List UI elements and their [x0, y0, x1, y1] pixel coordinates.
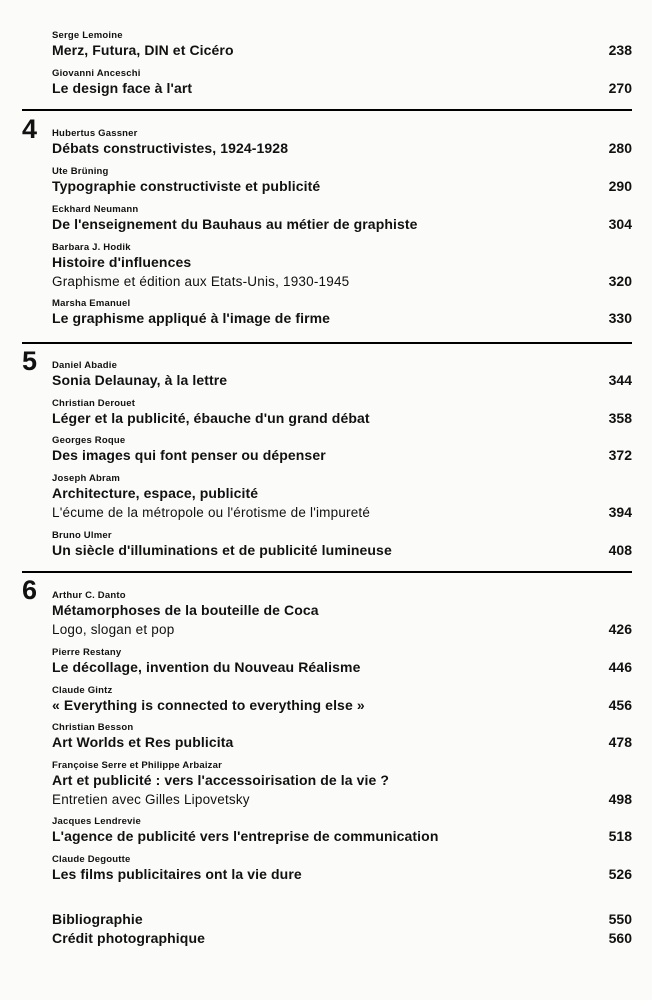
back-matter-title: Bibliographie: [52, 911, 143, 927]
toc-entry: [52, 360, 632, 389]
toc-entry: [52, 590, 632, 638]
entry-page-number: 518: [608, 828, 632, 844]
entry-page-number: 344: [608, 372, 632, 388]
entry-page-number: 456: [608, 697, 632, 713]
entry-page-number: 426: [608, 621, 632, 637]
entry-page-number: 280: [608, 140, 632, 156]
entry-title: De l'enseignement du Bauhaus au métier de graphiste: [52, 216, 418, 232]
toc-entry: [52, 242, 632, 290]
entry-title: Un siècle d'illuminations et de publicité lumineuse: [52, 542, 392, 558]
section-number: 4: [22, 114, 38, 144]
entry-title: Le design face à l'art: [52, 80, 193, 96]
toc-entry: [52, 298, 632, 327]
entry-subtitle: Graphisme et édition aux Etats-Unis, 1930-1945: [52, 274, 350, 289]
toc-entry: [52, 760, 632, 808]
toc-entry: [52, 166, 632, 195]
entry-title: Les films publicitaires ont la vie dure: [52, 866, 302, 882]
entry-author: Arthur C. Danto: [52, 590, 126, 601]
entry-title: Métamorphoses de la bouteille de Coca: [52, 602, 319, 618]
entry-author: Christian Besson: [52, 722, 134, 733]
toc-entry: [52, 530, 632, 559]
entry-page-number: 270: [608, 80, 632, 96]
section-number: 6: [22, 575, 38, 605]
entry-title: L'agence de publicité vers l'entreprise de communication: [52, 828, 439, 844]
entry-page-number: 446: [608, 659, 632, 675]
entry-author: Christian Derouet: [52, 398, 136, 409]
toc-entry: [52, 30, 632, 59]
entry-author: Françoise Serre et Philippe Arbaizar: [52, 760, 222, 771]
entry-author: Jacques Lendrevie: [52, 816, 141, 827]
entry-author: Bruno Ulmer: [52, 530, 112, 541]
entry-author: Claude Gintz: [52, 685, 113, 696]
entry-subtitle: L'écume de la métropole ou l'érotisme de l'impureté: [52, 505, 371, 520]
entry-page-number: 304: [608, 216, 632, 232]
entry-author: Hubertus Gassner: [52, 128, 138, 139]
toc-entry: [52, 816, 632, 845]
entry-page-number: 372: [608, 447, 632, 463]
entry-author: Claude Degoutte: [52, 854, 131, 865]
entry-author: Ute Brüning: [52, 166, 109, 177]
entry-title: Typographie constructiviste et publicité: [52, 178, 321, 194]
entry-title: Histoire d'influences: [52, 254, 192, 270]
entry-subtitle: Entretien avec Gilles Lipovetsky: [52, 792, 250, 807]
section-rule: [22, 109, 632, 111]
entry-author: Giovanni Anceschi: [52, 68, 141, 79]
entry-title: Des images qui font penser ou dépenser: [52, 447, 326, 463]
entry-author: Daniel Abadie: [52, 360, 118, 371]
back-matter-page-number: 550: [608, 911, 632, 927]
entry-author: Pierre Restany: [52, 647, 122, 658]
entry-author: Eckhard Neumann: [52, 204, 139, 215]
toc-entry: [52, 204, 632, 233]
entry-title: Léger et la publicité, ébauche d'un grand débat: [52, 410, 370, 426]
section-rule: [22, 571, 632, 573]
entry-page-number: 358: [608, 410, 632, 426]
toc-entry: [52, 722, 632, 751]
toc-entry: [52, 647, 632, 676]
entry-subtitle: Logo, slogan et pop: [52, 622, 175, 637]
entry-page-number: 330: [608, 310, 632, 326]
entry-author: Marsha Emanuel: [52, 298, 131, 309]
toc-entry: [52, 473, 632, 521]
entry-author: Joseph Abram: [52, 473, 121, 484]
back-matter-title: Crédit photographique: [52, 930, 205, 946]
entry-author: Georges Roque: [52, 435, 126, 446]
entry-author: Barbara J. Hodik: [52, 242, 131, 253]
section-number: 5: [22, 346, 38, 376]
entry-page-number: 290: [608, 178, 632, 194]
entry-page-number: 238: [608, 42, 632, 58]
entry-page-number: 526: [608, 866, 632, 882]
back-matter-entry: [52, 930, 632, 947]
entry-title: Art et publicité : vers l'accessoirisation de la vie ?: [52, 772, 390, 788]
entry-title: Le décollage, invention du Nouveau Réalisme: [52, 659, 361, 675]
entry-page-number: 408: [608, 542, 632, 558]
toc-entry: [52, 685, 632, 714]
entry-title: Débats constructivistes, 1924-1928: [52, 140, 289, 156]
toc-entry: [52, 854, 632, 883]
entry-page-number: 320: [608, 273, 632, 289]
entry-title: Art Worlds et Res publicita: [52, 734, 234, 750]
entry-title: Merz, Futura, DIN et Cicéro: [52, 42, 234, 58]
section-rule: [22, 342, 632, 344]
entry-page-number: 394: [608, 504, 632, 520]
entry-page-number: 498: [608, 791, 632, 807]
entry-title: Architecture, espace, publicité: [52, 485, 259, 501]
toc-entry: [52, 398, 632, 427]
toc-entry: [52, 128, 632, 157]
entry-title: Sonia Delaunay, à la lettre: [52, 372, 228, 388]
entry-title: Le graphisme appliqué à l'image de firme: [52, 310, 331, 326]
entry-title: « Everything is connected to everything else »: [52, 697, 365, 713]
entry-author: Serge Lemoine: [52, 30, 123, 41]
back-matter-page-number: 560: [608, 930, 632, 946]
back-matter-entry: [52, 911, 632, 928]
entry-page-number: 478: [608, 734, 632, 750]
toc-entry: [52, 68, 632, 97]
toc-entry: [52, 435, 632, 464]
